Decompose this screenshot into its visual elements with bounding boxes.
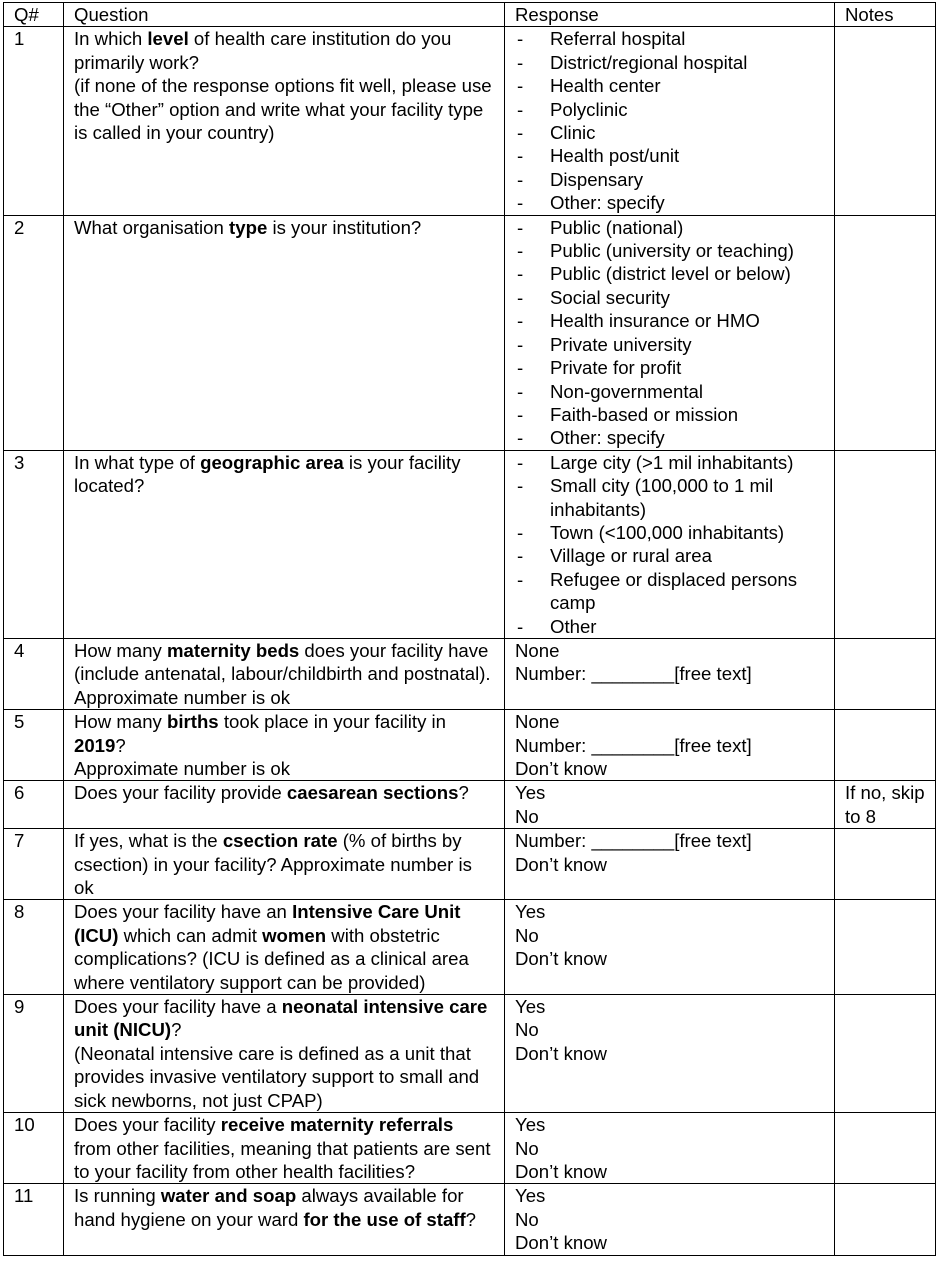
response-option-label: None (515, 711, 560, 733)
response-option-label: Other: specify (550, 427, 665, 449)
bullet-dash: - (517, 310, 524, 332)
question-row (4, 1184, 936, 1255)
response-option-label: No (515, 1137, 539, 1159)
response-option-label: Private for profit (550, 357, 682, 379)
question-number: 2 (4, 215, 64, 450)
response-option-label: No (515, 1208, 539, 1230)
question-keyword: Intensive Care Unit (ICU) (74, 901, 461, 946)
question-text (64, 1113, 505, 1184)
question-number: 5 (4, 710, 64, 781)
question-segment: How many (74, 639, 167, 661)
bullet-dash: - (517, 28, 524, 50)
response-options (505, 27, 835, 215)
response-options (505, 1184, 835, 1255)
response-option (515, 426, 824, 449)
response-option-label: Other (550, 615, 597, 637)
question-text (64, 27, 505, 215)
question-text (64, 995, 505, 1113)
question-number: 6 (4, 781, 64, 829)
bullet-dash: - (517, 427, 524, 449)
question-segment: with obstetric complications? (ICU is defined as a clinical area where ventilatory support can be provided) (74, 924, 469, 993)
response-option-label: Health post/unit (550, 145, 680, 167)
question-number: 11 (4, 1184, 64, 1255)
question-keyword: csection rate (222, 830, 338, 852)
response-option (515, 615, 824, 638)
header-row (4, 3, 936, 27)
response-options (505, 215, 835, 450)
response-option-label: Yes (515, 1114, 546, 1136)
question-text (64, 450, 505, 638)
question-row (4, 781, 936, 829)
question-segment: (if none of the response options fit well, please use the “Other” option and write what your facility type is called in your country) (74, 75, 492, 144)
question-segment: is your institution? (267, 216, 422, 238)
header-question: Question (64, 3, 505, 27)
bullet-dash: - (517, 263, 524, 285)
response-option-label: Yes (515, 996, 546, 1018)
bullet-dash: - (517, 168, 524, 190)
bullet-dash: - (517, 475, 524, 497)
bullet-dash: - (517, 357, 524, 379)
response-option (515, 544, 824, 567)
response-option-label: Yes (515, 782, 546, 804)
question-segment: In what type of (74, 451, 201, 473)
question-row (4, 995, 936, 1113)
notes-cell (835, 710, 936, 781)
response-options (505, 1113, 835, 1184)
response-options (505, 781, 835, 829)
question-segment: Does your facility have a (74, 996, 282, 1018)
questionnaire-table (3, 2, 936, 1256)
response-option-label: Polyclinic (550, 98, 628, 120)
question-segment: is your facility located? (74, 451, 461, 497)
question-segment: does your facility have (include antenatal, labour/childbirth and postnatal). Approximate number is ok (74, 639, 491, 708)
question-number: 4 (4, 638, 64, 709)
question-number: 10 (4, 1113, 64, 1184)
question-segment: took place in your facility in (218, 711, 447, 733)
response-option-label: Don’t know (515, 853, 607, 875)
bullet-dash: - (517, 51, 524, 73)
question-keyword: for the use of staff (303, 1208, 466, 1230)
response-option (515, 309, 824, 332)
question-segment: ? (115, 734, 126, 756)
header-notes: Notes (835, 3, 936, 27)
response-option (515, 239, 824, 262)
response-option-label: Clinic (550, 122, 596, 144)
question-row (4, 638, 936, 709)
response-option (515, 474, 824, 521)
question-segment: from other facilities, meaning that patients are sent to your facility from other health facilities? (74, 1137, 491, 1182)
notes-cell (835, 638, 936, 709)
question-segment: Does your facility have an (74, 901, 293, 923)
header-response: Response (505, 3, 835, 27)
response-option-label: Number: ________[free text] (515, 734, 752, 756)
question-segment: (Neonatal intensive care is defined as a unit that provides invasive ventilatory support to small and sick newborns, not just CPAP) (74, 1042, 480, 1111)
response-options (505, 710, 835, 781)
question-number: 1 (4, 27, 64, 215)
question-segment: always available for hand hygiene on your ward (74, 1185, 464, 1230)
bullet-dash: - (517, 216, 524, 238)
question-segment: Does your facility provide (74, 782, 287, 804)
bullet-dash: - (517, 521, 524, 543)
question-segment: ? (465, 1208, 477, 1230)
response-option-label: Other: specify (550, 192, 665, 214)
response-option (515, 262, 824, 285)
response-option (515, 216, 824, 239)
question-segment: (% of births by csection) in your facility? Approximate number is ok (74, 830, 472, 899)
question-number: 8 (4, 900, 64, 995)
notes-cell (835, 995, 936, 1113)
response-option-label: Yes (515, 1185, 546, 1207)
response-option (515, 451, 824, 474)
response-option (515, 380, 824, 403)
response-option (515, 333, 824, 356)
notes-cell (835, 450, 936, 638)
question-segment: which can admit (118, 924, 263, 946)
question-segment: Is running (74, 1185, 161, 1207)
response-option-label: Public (national) (550, 216, 684, 238)
response-option-label: Dispensary (550, 168, 644, 190)
notes-cell (835, 1113, 936, 1184)
response-option (515, 51, 824, 74)
bullet-dash: - (517, 75, 524, 97)
response-option (515, 144, 824, 167)
response-option-label: No (515, 1019, 539, 1041)
question-keyword: 2019 (74, 734, 116, 756)
question-segment: Does your facility (74, 1114, 221, 1136)
question-keyword: births (167, 711, 219, 733)
question-row (4, 1113, 936, 1184)
bullet-dash: - (517, 333, 524, 355)
question-keyword: water and soap (160, 1185, 297, 1207)
question-keyword: receive maternity referrals (220, 1114, 454, 1136)
bullet-dash: - (517, 240, 524, 262)
response-option (515, 356, 824, 379)
question-row (4, 450, 936, 638)
question-text (64, 215, 505, 450)
response-options (505, 829, 835, 900)
bullet-dash: - (517, 380, 524, 402)
question-segment: ? (458, 782, 469, 804)
response-option-label: None (515, 639, 560, 661)
response-option-label: Faith-based or mission (550, 403, 739, 425)
response-option-label: Number: ________[free text] (515, 663, 752, 685)
response-option-label: Non-governmental (550, 380, 703, 402)
question-segment: ? (171, 1019, 182, 1041)
header-question-number: Q# (4, 3, 64, 27)
response-option (515, 191, 824, 214)
question-keyword: caesarean sections (286, 782, 459, 804)
bullet-dash: - (517, 98, 524, 120)
response-option-label: Large city (>1 mil inhabitants) (550, 451, 794, 473)
bullet-dash: - (517, 403, 524, 425)
bullet-dash: - (517, 122, 524, 144)
response-option-label: Private university (550, 333, 692, 355)
notes-cell (835, 829, 936, 900)
question-text (64, 781, 505, 829)
question-text (64, 900, 505, 995)
question-text (64, 710, 505, 781)
response-option (515, 521, 824, 544)
response-option-label: Refugee or displaced persons camp (550, 568, 798, 614)
notes-cell: If no, skip to 8 (835, 781, 936, 829)
question-rows (4, 27, 936, 1255)
response-option-label: Small city (100,000 to 1 mil inhabitants) (550, 475, 774, 520)
response-option-label: Village or rural area (550, 545, 712, 567)
bullet-dash: - (517, 615, 524, 637)
response-option-label: Don’t know (515, 758, 607, 779)
response-option-label: Yes (515, 901, 546, 923)
response-option-label: Don’t know (515, 1232, 607, 1254)
response-option-label: Don’t know (515, 1160, 607, 1182)
question-segment: Approximate number is ok (74, 758, 290, 779)
question-keyword: women (262, 924, 327, 946)
bullet-dash: - (517, 451, 524, 473)
response-option-label: Health center (550, 75, 661, 97)
response-options (505, 995, 835, 1113)
response-options (505, 638, 835, 709)
notes-cell (835, 27, 936, 215)
response-option (515, 286, 824, 309)
notes-cell (835, 215, 936, 450)
bullet-dash: - (517, 286, 524, 308)
question-segment: In which (74, 28, 148, 50)
response-option-label: Referral hospital (550, 28, 686, 50)
notes-cell (835, 900, 936, 995)
question-row (4, 215, 936, 450)
question-row (4, 829, 936, 900)
response-option-label: Health insurance or HMO (550, 310, 760, 332)
response-option (515, 568, 824, 615)
response-options (505, 900, 835, 995)
question-keyword: level (147, 28, 189, 50)
question-segment: What organisation (74, 216, 230, 238)
response-option (515, 168, 824, 191)
question-text (64, 638, 505, 709)
question-number: 7 (4, 829, 64, 900)
bullet-dash: - (517, 545, 524, 567)
response-option-label: Social security (550, 286, 670, 308)
question-row (4, 900, 936, 995)
question-segment: How many (74, 711, 167, 733)
response-option-label: Town (<100,000 inhabitants) (550, 521, 785, 543)
response-option-label: No (515, 805, 539, 827)
response-option (515, 121, 824, 144)
bullet-dash: - (517, 568, 524, 590)
response-option (515, 403, 824, 426)
question-number: 9 (4, 995, 64, 1113)
response-option-label: Don’t know (515, 1042, 607, 1064)
response-option (515, 98, 824, 121)
response-option-label: District/regional hospital (550, 51, 748, 73)
question-row (4, 27, 936, 215)
response-option (515, 27, 824, 50)
response-options (505, 450, 835, 638)
question-text (64, 829, 505, 900)
notes-cell (835, 1184, 936, 1255)
question-text (64, 1184, 505, 1255)
question-keyword: neonatal intensive care unit (NICU) (74, 996, 488, 1041)
question-segment: of health care institution do you primarily work? (74, 28, 452, 73)
question-segment: If yes, what is the (74, 830, 223, 852)
question-keyword: maternity beds (167, 639, 300, 661)
bullet-dash: - (517, 192, 524, 214)
question-row (4, 710, 936, 781)
question-keyword: type (229, 216, 268, 238)
bullet-dash: - (517, 145, 524, 167)
response-option-label: Number: ________[free text] (515, 830, 752, 852)
question-number: 3 (4, 450, 64, 638)
response-option (515, 74, 824, 97)
response-option-label: Don’t know (515, 948, 607, 970)
question-keyword: geographic area (200, 451, 344, 473)
response-option-label: Public (district level or below) (550, 263, 791, 285)
response-option-label: No (515, 924, 539, 946)
response-option-label: Public (university or teaching) (550, 240, 794, 262)
